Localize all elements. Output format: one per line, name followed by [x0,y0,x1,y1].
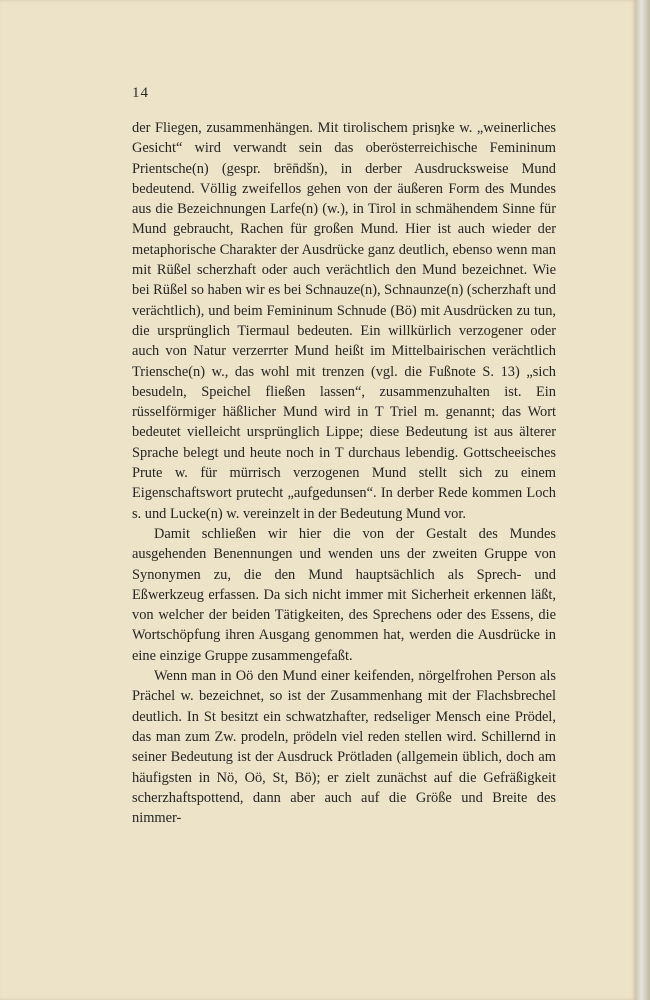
page-number: 14 [132,85,149,101]
paragraph-3: Wenn man in Oö den Mund einer keifenden, nörgelfrohen Person als Prächel w. bezeichnet, so ist der Zusammenhang mit der Flachsbrechel deutlich. In St besitzt ein schwatzhafter, redseliger Mensch eine Prödel, das man zum Zw. prodeln, prödeln viel reden stellen wird. Schillernd in seiner Bedeutung ist der Ausdruck Prötladen (allgemein üblich, doch am häufigsten in Nö, Oö, St, Bö); er zielt zunächst auf die Gefräßigkeit scherzhaftspottend, dann aber auch auf die Größe und Breite des nimmer- [132,668,556,827]
page-edge [636,0,650,1000]
paragraph-2: Damit schließen wir hier die von der Gestalt des Mundes ausgehenden Benennungen und wenden uns der zweiten Gruppe von Synonymen zu, die den Mund hauptsächlich als Sprech- und Eßwerkzeug erfassen. Da sich nicht immer mit Sicherheit erkennen läßt, von welcher der beiden Tätigkeiten, des Sprechens oder des Essens, die Wortschöpfung ihren Ausgang genommen hat, werden die Ausdrücke in eine einzige Gruppe zusammengefaßt. [132,525,556,664]
body-text [132,118,556,828]
paragraph-1: der Fliegen, zusammenhängen. Mit tirolischem prisŋke w. „weinerliches Gesicht“ wird verwandt sein das oberösterreichische Femininum Prientsche(n) (gespr. brēn̄dšn), in derber Ausdrucksweise Mund bedeutend. Völlig zweifellos gehen von der äußeren Form des Mundes aus die Bezeichnungen Larfe(n) (w.), in Tirol in schmähendem Sinne für Mund gebraucht, Rachen für großen Mund. Hier ist auch wieder der metaphorische Charakter der Ausdrücke ganz deutlich, ebenso wenn man mit Rüßel scherzhaft oder auch verächtlich den Mund bezeichnet. Wie bei Rüßel so haben wir es bei Schnauze(n), Schnaunze(n) (scherzhaft und verächtlich), und beim Femininum Schnude (Bö) mit Ausdrücken zu tun, die ursprünglich Tiermaul bedeuten. Ein willkürlich verzogener oder auch von Natur verzerrter Mund heißt im Mittelbairischen verächtlich Triensche(n) w., das wohl mit trenzen (vgl. die Fußnote S. 13) „sich besudeln, Speichel fließen lassen“, zusammenzuhalten ist. Ein rüsselförmiger häßlicher Mund wird in T Triel m. genannt; das Wort bedeutet vielleicht ursprünglich Lippe; diese Bedeutung ist aus älterer Sprache belegt und heute noch in T durchaus lebendig. Gottscheeisches Prute w. für mürrisch verzogenen Mund stellt sich zu einem Eigenschaftswort prutecht „aufgedunsen“. In derber Rede kommen Loch s. und Lucke(n) w. vereinzelt in der Bedeutung Mund vor. [132,120,556,522]
